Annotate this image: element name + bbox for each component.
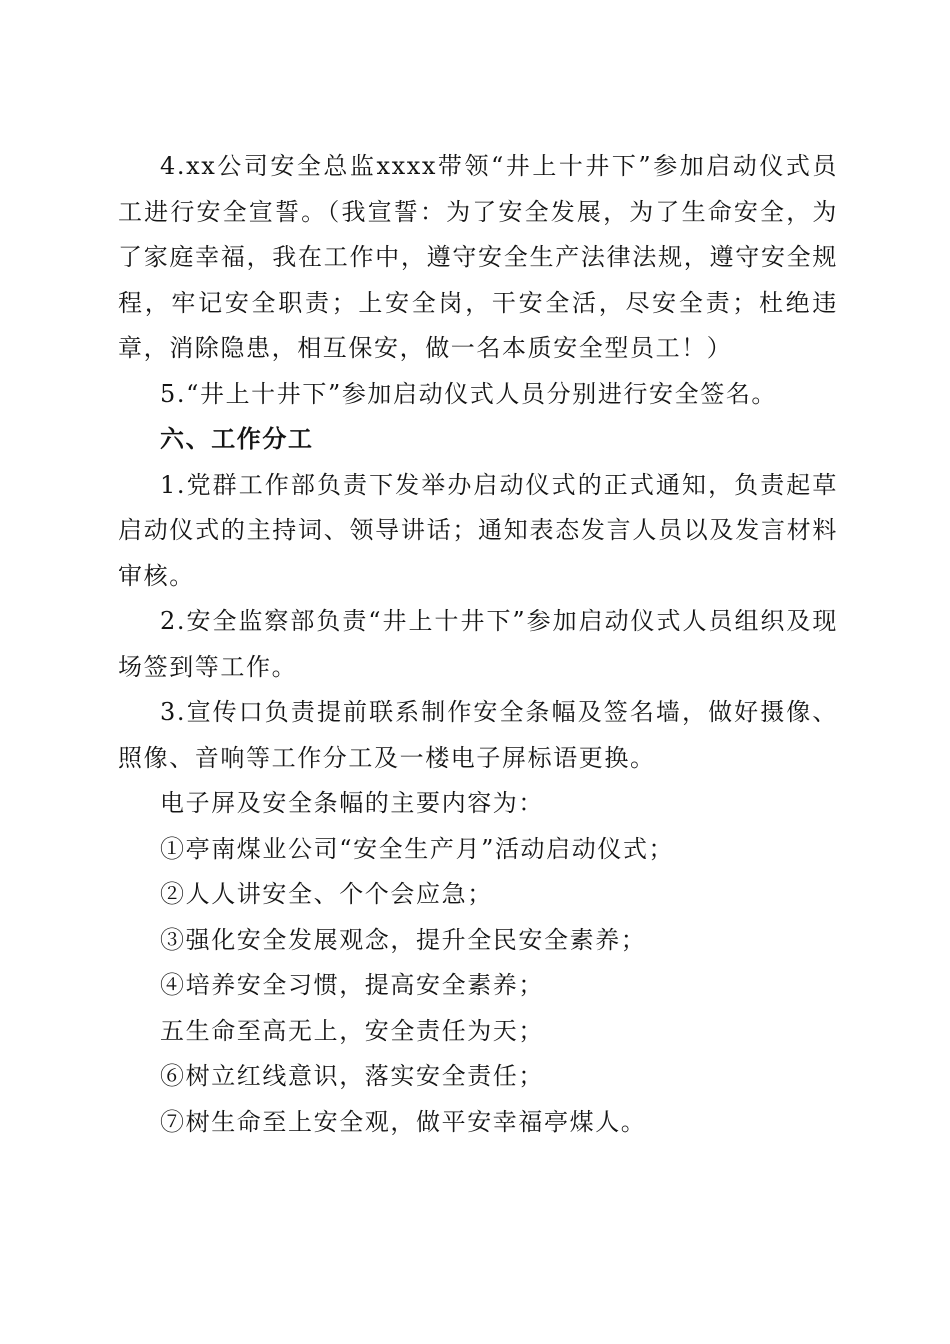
paragraph-party-dept: 1.党群工作部负责下发举办启动仪式的正式通知，负责起草启动仪式的主持词、领导讲话；通知表态发言人员以及发言材料审核。 (118, 470, 838, 590)
list-item: ①亭南煤业公司“安全生产月”活动启动仪式； (160, 834, 675, 863)
list-item: ⑦树生命至上安全观，做平安幸福亭煤人。 (160, 1107, 647, 1136)
list-intro: 电子屏及安全条幅的主要内容为： (160, 789, 544, 817)
list-item: ②人人讲安全、个个会应急； (160, 880, 493, 908)
document-body (118, 144, 838, 1145)
list-item: 五生命至高无上，安全责任为天； (160, 1016, 544, 1045)
paragraph-signing: 5.“井上十井下”参加启动仪式人员分别进行安全签名。 (160, 379, 778, 408)
list-item: ④培养安全习惯，提高安全素养； (160, 971, 544, 999)
paragraph-publicity: 3.宣传口负责提前联系制作安全条幅及签名墙，做好摄像、照像、音响等工作分工及一楼电子屏标语更换。 (118, 698, 838, 772)
list-item: ⑥树立红线意识，落实安全责任； (160, 1062, 544, 1090)
paragraph-oath: 4.xx公司安全总监xxxx带领“井上十井下”参加启动仪式员工进行安全宣誓。（我宣誓：为了安全发展，为了生命安全，为了家庭幸福，我在工作中，遵守安全生产法律法规，遵守安全规程，牢记安全职责；上安全岗，干安全活，尽安全责；杜绝违章，消除隐患，相互保安，做一名本质安全型员工！） (118, 152, 838, 362)
section-heading: 六、工作分工 (160, 425, 314, 453)
list-item: ③强化安全发展观念，提升全民安全素养； (160, 925, 647, 954)
paragraph-safety-dept: 2.安全监察部负责“井上十井下”参加启动仪式人员组织及现场签到等工作。 (118, 607, 838, 681)
